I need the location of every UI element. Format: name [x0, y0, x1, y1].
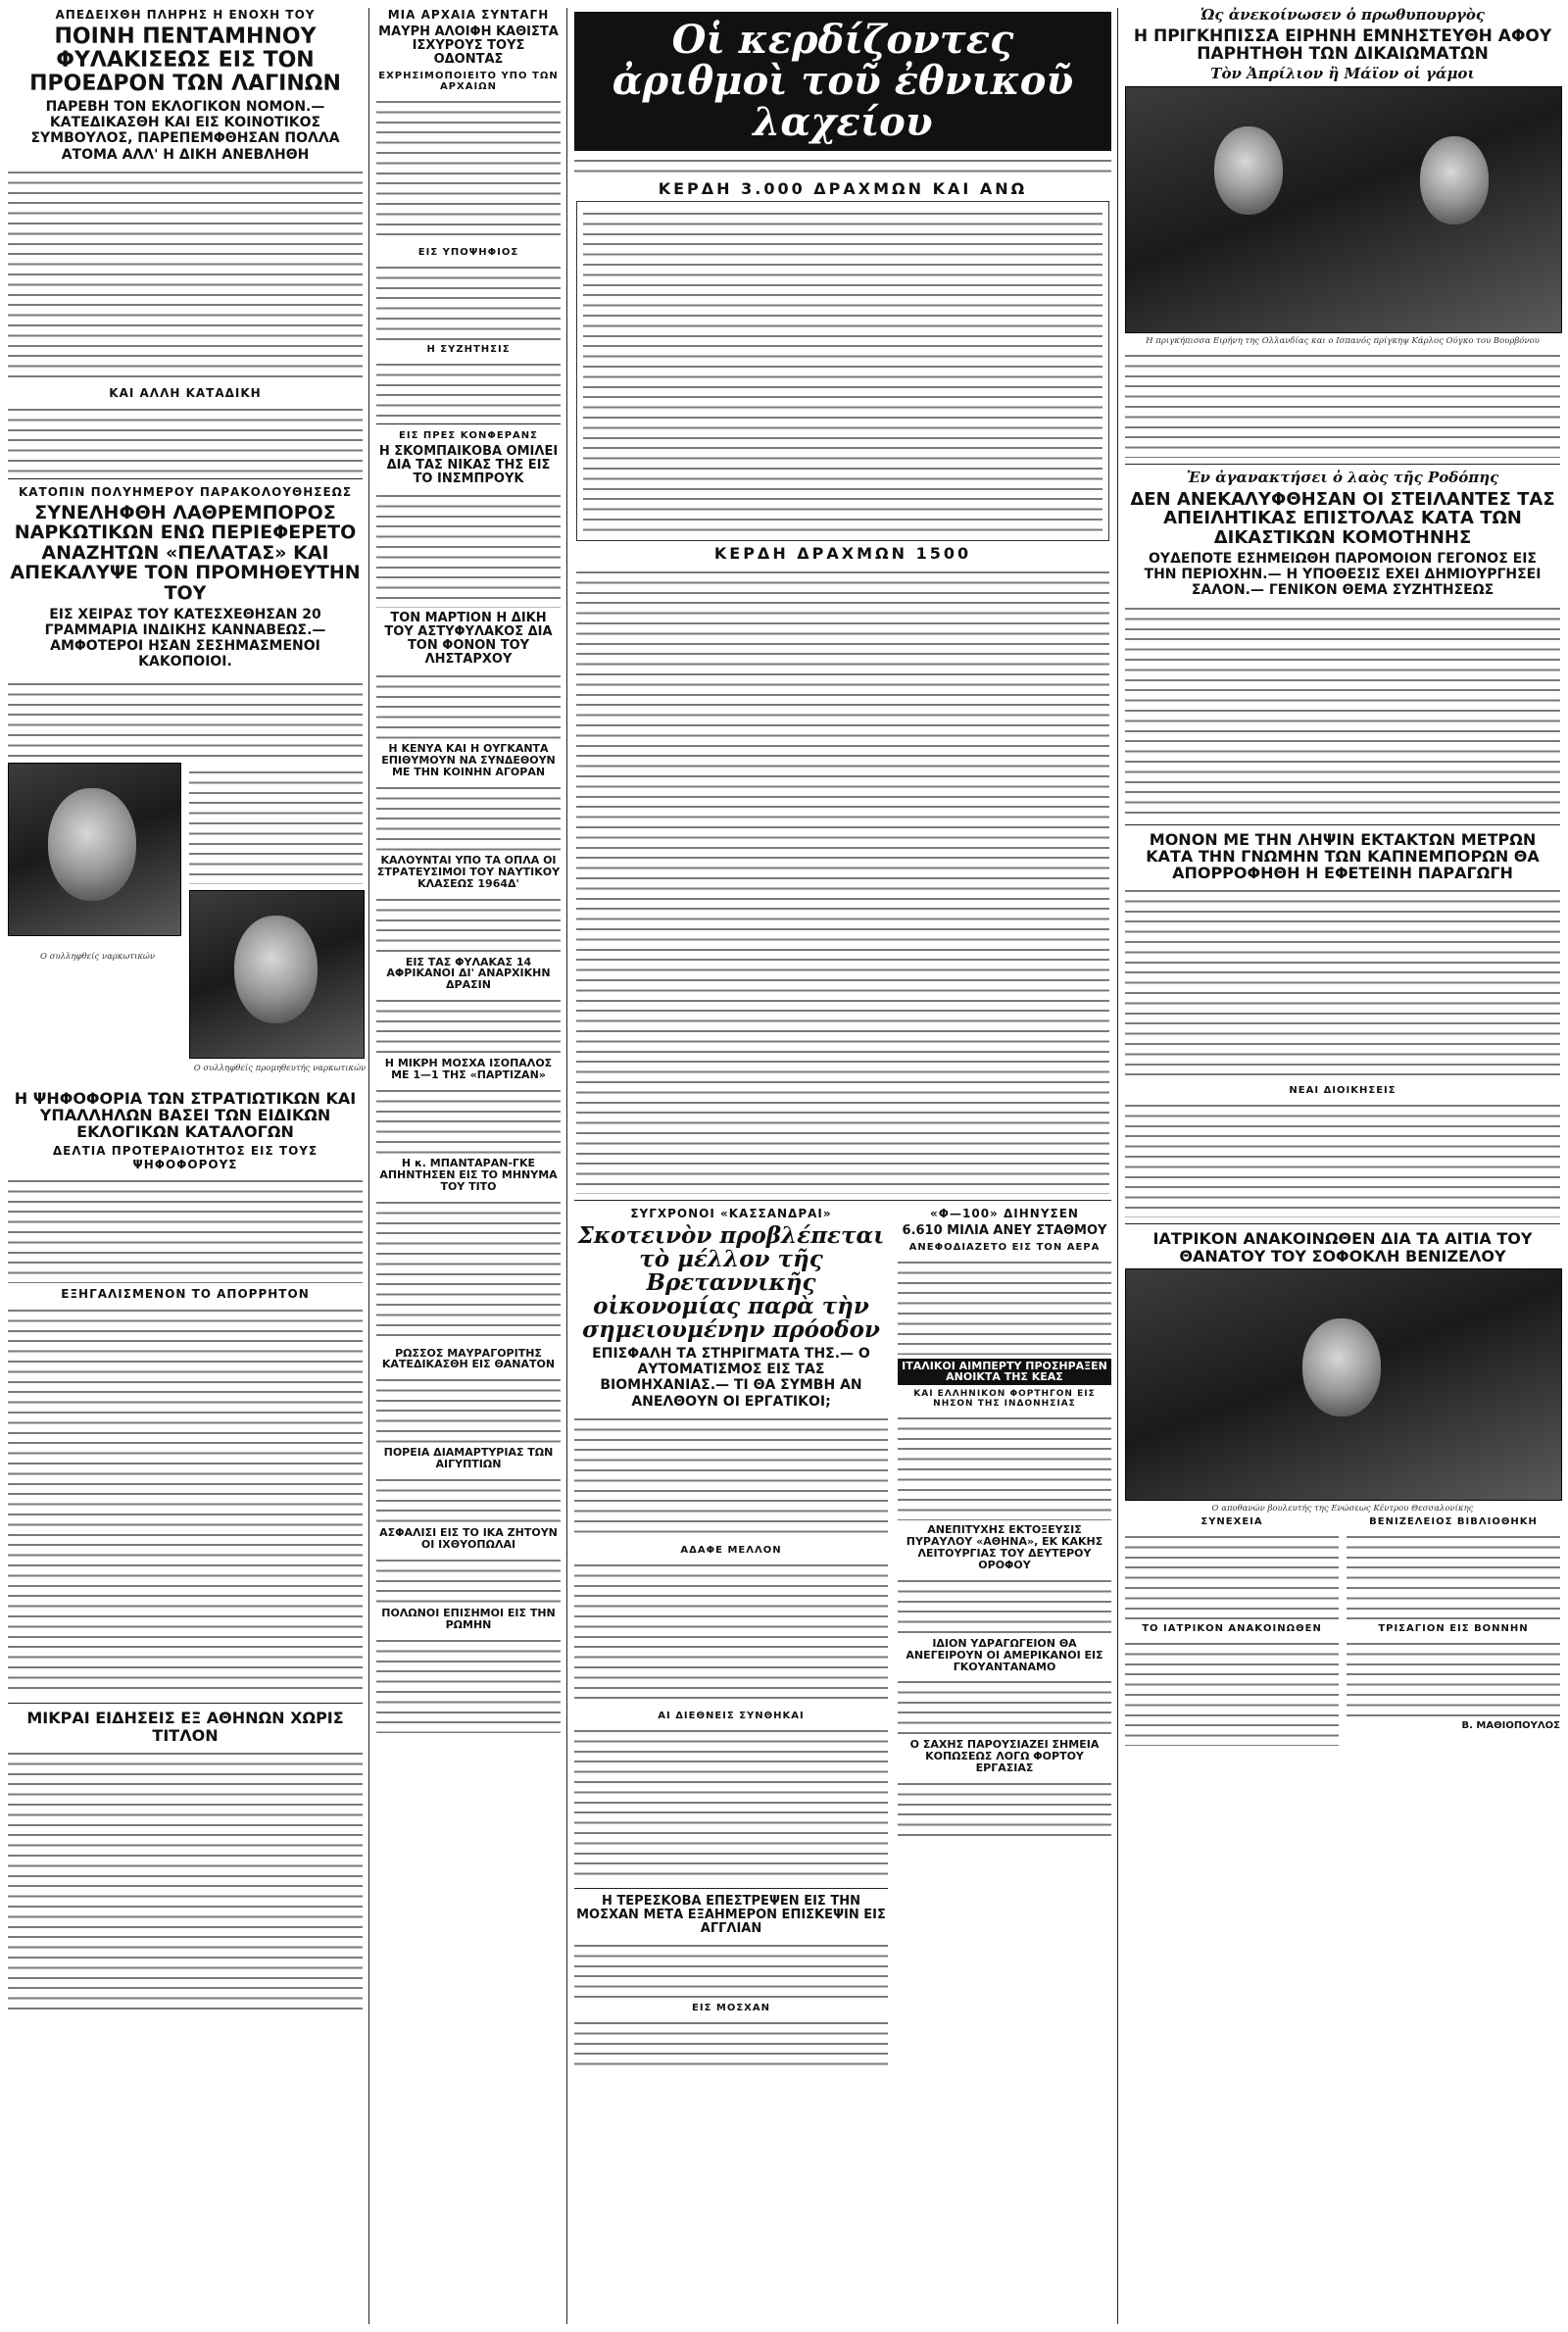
princess-photo [1125, 86, 1562, 333]
headline-tereshkova: Η ΤΕΡΕΣΚΟΒΑ ΕΠΕΣΤΡΕΨΕΝ ΕΙΣ ΤΗΝ ΜΟΣΧΑΝ ΜΕΤΑ ΕΞΑΗΜΕΡΟΝ ΕΠΙΣΚΕΨΙΝ ΕΙΣ ΑΓΓΛΙΑΝ [576, 1893, 886, 1936]
headline-sentence: ΠΟΙΝΗ ΠΕΝΤΑΜΗΝΟΥ ΦΥΛΑΚΙΣΕΩΣ ΕΙΣ ΤΟΝ ΠΡΟΕΔΡΟΝ ΤΩΝ ΛΑΓΙΝΩΝ [29, 25, 341, 96]
body-text [8, 1305, 363, 1697]
subhead: ΑΔΑΦΕ ΜΕΛΛΟΝ [680, 1544, 782, 1556]
subhead: Η ΣΥΖΗΤΗΣΙΣ [426, 344, 511, 356]
lottery-banner [574, 12, 1111, 151]
subhead: ΕΙΣ ΜΟΣΧΑΝ [692, 2002, 770, 2013]
body-text [376, 359, 561, 418]
table-title: ΚΕΡΔΗ ΔΡΑΧΜΩΝ 1500 [713, 544, 972, 564]
column-rule [368, 8, 369, 2324]
body-text [376, 1635, 561, 1733]
body-text [376, 1197, 561, 1344]
subhead: ΚΑΙ ΕΛΛΗΝΙΚΟΝ ΦΟΡΤΗΓΟΝ ΕΙΣ ΝΗΣΟΝ ΤΗΣ ΙΝΔΟΝΗΣΙΑΣ [913, 1389, 1096, 1410]
photo-block [8, 674, 367, 1086]
headline-princess: Η ΠΡΙΓΚΗΠΙΣΣΑ ΕΙΡΗΝΗ ΕΜΝΗΣΤΕΥΘΗ ΑΦΟΥ ΠΑΡΗΤΗΘΗ ΤΩΝ ΔΙΚΑΙΩΜΑΤΩΝ [1133, 25, 1552, 65]
body-text [376, 995, 561, 1054]
body-text [376, 894, 561, 953]
headline-poles-rome: ΠΟΛΩΝΟΙ ΕΠΙΣΗΜΟΙ ΕΙΣ ΤΗΝ ΡΩΜΗΝ [381, 1606, 556, 1631]
body-text [8, 167, 363, 382]
subhead: ΚΑΙ ΑΛΛΗ ΚΑΤΑΔΙΚΗ [109, 385, 262, 400]
divider [376, 423, 561, 424]
column-rule [1117, 8, 1118, 2324]
kicker: ΑΠΕΔΕΙΧΘΗ ΠΛΗΡΗΣ Η ΕΝΟΧΗ ΤΟΥ [55, 8, 316, 22]
headline-football: Η ΜΙΚΡΗ ΜΟΣΧΑ ΙΣΟΠΑΛΟΣ ΜΕ 1—1 ΤΗΣ «ΠΑΡΤΙΖΑΝ» [384, 1057, 553, 1082]
body-text [376, 1474, 561, 1523]
divider [1125, 464, 1560, 465]
deck: ΕΙΣ ΧΕΙΡΑΣ ΤΟΥ ΚΑΤΕΣΧΕΘΗΣΑΝ 20 ΓΡΑΜΜΑΡΙΑ ΙΝΔΙΚΗΣ ΚΑΝΝΑΒΕΩΣ.— ΑΜΦΟΤΕΡΟΙ ΗΣΑΝ ΣΕΣΗΜΑΣΜΕΝΟΙ ΚΑΚΟΠΟΙΟΙ. [44, 607, 326, 670]
body-text [574, 1414, 888, 1541]
body-text [898, 1676, 1111, 1735]
body-text [8, 678, 363, 757]
deck: ΔΕΛΤΙΑ ΠΡΟΤΕΡΑΙΟΤΗΤΟΣ ΕΙΣ ΤΟΥΣ ΨΗΦΟΦΟΡΟΥΣ [52, 1144, 318, 1172]
body-text [189, 767, 363, 884]
lottery-table-3000 [576, 201, 1109, 541]
photo-caption: Ο συλληφθείς ναρκωτικών [39, 951, 156, 962]
portrait-photo [8, 763, 181, 936]
headline-drug-arrest: ΣΥΝΕΛΗΦΘΗ ΛΑΘΡΕΜΠΟΡΟΣ ΝΑΡΚΩΤΙΚΩΝ ΕΝΩ ΠΕΡΙΕΦΕΡΕΤΟ ΑΝΑΖΗΤΩΝ «ΠΕΛΑΤΑΣ» ΚΑΙ ΑΠΕΚΑΛΥΨΕ ΤΟΝ ΠΡΟΜΗΘΕΥΤΗΝ ΤΟΥ [10, 501, 361, 604]
body-text [574, 1725, 888, 1882]
column-4 [1125, 8, 1560, 1750]
body-text [1347, 1531, 1560, 1619]
headline-egyptians: ΠΟΡΕΙΑ ΔΙΑΜΑΡΤΥΡΙΑΣ ΤΩΝ ΑΙΓΥΠΤΙΩΝ [383, 1446, 554, 1471]
body-text [376, 782, 561, 851]
deck: ΕΠΙΣΦΑΛΗ ΤΑ ΣΤΗΡΙΓΜΑΤΑ ΤΗΣ.— Ο ΑΥΤΟΜΑΤΙΣΜΟΣ ΕΙΣ ΤΑΣ ΒΙΟΜΗΧΑΝΙΑΣ.— ΤΙ ΘΑ ΣΥΜΒΗ ΑΝ ΑΝΕΛΘΟΥΝ ΟΙ ΕΡΓΑΤΙΚΟΙ; [592, 1346, 870, 1410]
headline-ointment: ΜΑΥΡΗ ΑΛΟΙΦΗ ΚΑΘΙΣΤΑ ΙΣΧΥΡΟΥΣ ΤΟΥΣ ΟΔΟΝΤΑΣ [378, 25, 559, 68]
britain-story [574, 1207, 888, 2070]
deck: ΟΥΔΕΠΟΤΕ ΕΣΗΜΕΙΩΘΗ ΠΑΡΟΜΟΙΟΝ ΓΕΓΟΝΟΣ ΕΙΣ ΤΗΝ ΠΕΡΙΟΧΗΝ.— Η ΥΠΟΘΕΣΙΣ ΕΧΕΙ ΔΗΜΙΟΥΡΓΗΣΕΙ ΣΑΛΟΝ.— ΓΕΝΙΚΟΝ ΘΕΜΑ ΣΥΖΗΤΗΣΕΩΣ [1144, 551, 1542, 599]
divider [574, 1888, 888, 1889]
body-text [1125, 603, 1560, 819]
subhead: ΒΕΝΙΖΕΛΕΙΟΣ ΒΙΒΛΙΟΘΗΚΗ [1369, 1515, 1538, 1527]
divider [1125, 1223, 1560, 1224]
deck: ΠΑΡΕΒΗ ΤΟΝ ΕΚΛΟΓΙΚΟΝ ΝΟΜΟΝ.— ΚΑΤΕΔΙΚΑΣΘΗ ΚΑΙ ΕΙΣ ΚΟΙΝΟΤΙΚΟΣ ΣΥΜΒΟΥΛΟΣ, ΠΑΡΕΠΕΜΦΘΗΣΑΝ ΠΟΛΛΑ ΑΤΟΜΑ ΑΛΛ' Η ΔΙΚΗ ΑΝΕΒΛΗΘΗ [30, 99, 340, 163]
body-text [8, 404, 363, 472]
divider [574, 1200, 1111, 1201]
body-text [898, 1413, 1111, 1520]
column-rule [566, 8, 567, 2324]
headline-lottery: Οἱ κερδίζοντες ἀριθμοὶ τοῦ ἐθνικοῦ λαχείου [612, 17, 1074, 145]
subhead: ΤΡΙΣΑΓΙΟΝ ΕΙΣ ΒΟΝΝΗΝ [1378, 1622, 1529, 1634]
body-text [898, 1257, 1111, 1355]
kicker: ΜΙΑ ΑΡΧΑΙΑ ΣΥΝΤΑΓΗ [387, 8, 550, 22]
divider [1125, 824, 1560, 825]
subhead: ΣΥΝΕΧΕΙΑ [1200, 1515, 1263, 1527]
subhead: ΑΙ ΔΙΕΘΝΕΙΣ ΣΥΝΘΗΚΑΙ [658, 1710, 805, 1721]
body-text [898, 1575, 1111, 1634]
headline-britain: Σκοτεινὸν προβλέπεται τὸ μέλλον τῆς Βρεταννικῆς οἰκονομίας παρὰ τὴν σημειουμένην πρόοδον [577, 1221, 885, 1344]
photo-caption: Η πριγκήπισσα Ειρήνη της Ολλανδίας και ο Ισπανός πρίγκηψ Κάρλος Ούγκο του Βουρβόνου [1146, 336, 1540, 347]
kicker-script: Ἐν ἀγανακτήσει ὁ λαὸς τῆς Ροδόπης [1186, 469, 1499, 487]
divider [8, 1703, 363, 1704]
body-text [1125, 1531, 1339, 1619]
headline-kenya: Η ΚΕΝΥΑ ΚΑΙ Η ΟΥΓΚΑΝΤΑ ΕΠΙΘΥΜΟΥΝ ΝΑ ΣΥΝΔΕΘΟΥΝ ΜΕ ΤΗΝ ΚΟΙΝΗΝ ΑΓΟΡΑΝ [381, 742, 556, 779]
body-text [376, 96, 561, 243]
deck: ΕΧΡΗΣΙΜΟΠΟΙΕΙΤΟ ΥΠΟ ΤΩΝ ΑΡΧΑΙΩΝ [378, 71, 559, 93]
side-stories [898, 1207, 1111, 2070]
headline-africans: ΕΙΣ ΤΑΣ ΦΥΛΑΚΑΣ 14 ΑΦΡΙΚΑΝΟΙ ΔΙ' ΑΝΑΡΧΙΚΗΝ ΔΡΑΣΙΝ [386, 955, 551, 992]
body-text [1125, 1100, 1560, 1217]
headline-bandaranaike: Η κ. ΜΠΑΝΤΑΡΑΝ-ΓΚΕ ΑΠΗΝΤΗΣΕΝ ΕΙΣ ΤΟ ΜΗΝΥΜΑ ΤΟΥ ΤΙΤΟ [379, 1156, 558, 1193]
photo-caption: Ο αποθανών βουλευτής της Ενώσεως Κέντρου Θεσσαλονίκης [1211, 1503, 1474, 1513]
headline-skiing: Η ΣΚΟΜΠΑΙΚΟΒΑ ΟΜΙΛΕΙ ΔΙΑ ΤΑΣ ΝΙΚΑΣ ΤΗΣ ΕΙΣ ΤΟ ΙΝΣΜΠΡΟΥΚ [378, 444, 559, 487]
subhead: ΕΞΗΓΑΛΙΣΜΕΝΟΝ ΤΟ ΑΠΟΡΡΗΤΟΝ [61, 1287, 310, 1302]
headline-komotini: ΔΕΝ ΑΝΕΚΑΛΥΦΘΗΣΑΝ ΟΙ ΣΤΕΙΛΑΝΤΕΣ ΤΑΣ ΑΠΕΙΛΗΤΙΚΑΣ ΕΠΙΣΤΟΛΑΣ ΚΑΤΑ ΤΩΝ ΔΙΚΑΣΤΙΚΩΝ ΚΟΜΟΤΗΝΗΣ [1130, 488, 1555, 548]
body-text [1125, 350, 1560, 458]
headline-tobacco: ΜΟΝΟΝ ΜΕ ΤΗΝ ΛΗΨΙΝ ΕΚΤΑΚΤΩΝ ΜΕΤΡΩΝ ΚΑΤΑ ΤΗΝ ΓΝΩΜΗΝ ΤΩΝ ΚΑΠΝΕΜΠΟΡΩΝ ΘΑ ΑΠΟΡΡΟΦΗΘΗ Η ΕΦΕΤΕΙΝΗ ΠΑΡΑΓΩΓΗ [1146, 829, 1540, 883]
body-text [376, 490, 561, 608]
headline-rocket: ΑΝΕΠΙΤΥΧΗΣ ΕΚΤΟΞΕΥΣΙΣ ΠΥΡΑΥΛΟΥ «ΑΘΗΝΑ», ΕΚ ΚΑΚΗΣ ΛΕΙΤΟΥΡΓΙΑΣ ΤΟΥ ΔΕΥΤΕΡΟΥ ΟΡΟΦΟΥ [906, 1523, 1103, 1571]
body-text [574, 1560, 888, 1707]
body-text [376, 1555, 561, 1604]
kicker: ΕΙΣ ΠΡΕΣ ΚΟΝΦΕΡΑΝΣ [399, 430, 538, 442]
venizelos-photo [1125, 1268, 1562, 1501]
headline-venizelos: ΙΑΤΡΙΚΟΝ ΑΝΑΚΟΙΝΩΘΕΝ ΔΙΑ ΤΑ ΑΙΤΙΑ ΤΟΥ ΘΑΝΑΤΟΥ ΤΟΥ ΣΟΦΟΚΛΗ ΒΕΝΙΖΕΛΟΥ [1152, 1229, 1533, 1265]
body-text [376, 262, 561, 340]
kicker: ΚΑΤΟΠΙΝ ΠΟΛΥΗΜΕΡΟΥ ΠΑΡΑΚΟΛΟΥΘΗΣΕΩΣ [18, 484, 353, 499]
signature: Β. ΜΑΘΙΟΠΟΥΛΟΣ [1461, 1719, 1560, 1731]
body-text [376, 1374, 561, 1443]
lower-stories [574, 1207, 1111, 2070]
venizelos-story [1125, 1516, 1560, 1750]
body-text [574, 2017, 888, 2066]
headline-voting: Η ΨΗΦΟΦΟΡΙΑ ΤΩΝ ΣΤΡΑΤΙΩΤΙΚΩΝ ΚΑΙ ΥΠΑΛΛΗΛΩΝ ΒΑΣΕΙ ΤΩΝ ΕΙΔΙΚΩΝ ΕΚΛΟΓΙΚΩΝ ΚΑΤΑΛΟΓΩΝ [14, 1088, 357, 1142]
column-3 [574, 8, 1111, 2070]
headline-brief-news: ΜΙΚΡΑΙ ΕΙΔΗΣΕΙΣ ΕΞ ΑΘΗΝΩΝ ΧΩΡΙΣ ΤΙΤΛΟΝ [26, 1709, 344, 1745]
kicker: ΣΥΓΧΡΟΝΟΙ «ΚΑΣΣΑΝΔΡΑΙ» [630, 1206, 832, 1220]
body-text [574, 1940, 888, 1999]
column-2 [376, 8, 561, 1737]
subhead: ΝΕΑΙ ΔΙΟΙΚΗΣΕΙΣ [1289, 1085, 1396, 1097]
body-text [8, 1748, 363, 2012]
headline-f100: 6.610 ΜΙΛΙΑ ΑΝΕΥ ΣΤΑΘΜΟΥ [902, 1222, 1107, 1238]
table-title: ΚΕΡΔΗ 3.000 ΔΡΑΧΜΩΝ ΚΑΙ ΑΝΩ [658, 179, 1028, 198]
headline-black-marketeer: ΡΩΣΣΟΣ ΜΑΥΡΑΓΟΡΙΤΗΣ ΚΑΤΕΔΙΚΑΣΘΗ ΕΙΣ ΘΑΝΑΤΟΝ [381, 1346, 556, 1371]
headline-trial: ΤΟΝ ΜΑΡΤΙΟΝ Η ΔΙΚΗ ΤΟΥ ΑΣΤΥΦΥΛΑΚΟΣ ΔΙΑ ΤΟΝ ΦΟΝΟΝ ΤΟΥ ΛΗΣΤΑΡΧΟΥ [384, 611, 553, 668]
body-text [1125, 1638, 1339, 1746]
body-text [1347, 1638, 1560, 1716]
lottery-table-1500 [576, 567, 1109, 1194]
subhead: ΑΝΕΦΟΔΙΑΖΕΤΟ ΕΙΣ ΤΟΝ ΑΕΡΑ [908, 1241, 1101, 1253]
kicker-script: Ὡς ἀνεκοίνωσεν ὁ πρωθυπουργὸς [1200, 6, 1486, 24]
headline-guantanamo: ΙΔΙΟΝ ΥΔΡΑΓΩΓΕΙΟΝ ΘΑ ΑΝΕΓΕΙΡΟΥΝ ΟΙ ΑΜΕΡΙΚΑΝΟΙ ΕΙΣ ΓΚΟΥΑΝΤΑΝΑΜΟ [906, 1636, 1103, 1673]
body-text [376, 670, 561, 739]
body-text [8, 1175, 363, 1283]
deck-script: Τὸν Ἀπρίλιον ἢ Μάϊον οἱ γάμοι [1210, 65, 1475, 83]
portrait-photo [189, 890, 365, 1059]
body-text [376, 1085, 561, 1154]
photo-caption: Ο συλληφθείς προμηθευτής ναρκωτικών [193, 1063, 367, 1073]
headline-fishmongers: ΑΣΦΑΛΙΣΙ ΕΙΣ ΤΟ ΙΚΑ ΖΗΤΟΥΝ ΟΙ ΙΧΘΥΟΠΩΛΑΙ [379, 1526, 558, 1551]
kicker: «Φ—100» ΔΙΗΝΥΣΕΝ [930, 1206, 1079, 1220]
subhead: ΤΟ ΙΑΤΡΙΚΟΝ ΑΝΑΚΟΙΝΩΘΕΝ [1142, 1622, 1322, 1634]
body-text [574, 155, 1111, 176]
column-1 [8, 8, 367, 2016]
subhead: ΕΙΣ ΥΠΟΨΗΦΙΟΣ [417, 247, 519, 259]
body-text [898, 1778, 1111, 1837]
body-text [1125, 885, 1560, 1081]
headline-navy: ΚΑΛΟΥΝΤΑΙ ΥΠΟ ΤΑ ΟΠΛΑ ΟΙ ΣΤΡΑΤΕΥΣΙΜΟΙ ΤΟΥ ΝΑΥΤΙΚΟΥ ΚΛΑΣΕΩΣ 1964Δ' [376, 853, 561, 890]
headline-kea: ΙΤΑΛΙΚΟΙ ΑΙΜΠΕΡΤΥ ΠΡΟΣΗΡΑΞΕΝ ΑΝΟΙΚΤΑ ΤΗΣ ΚΕΑΣ [898, 1359, 1111, 1386]
headline-shah: Ο ΣΑΧΗΣ ΠΑΡΟΥΣΙΑΖΕΙ ΣΗΜΕΙΑ ΚΟΠΩΣΕΩΣ ΛΟΓΩ ΦΟΡΤΟΥ ΕΡΓΑΣΙΑΣ [909, 1738, 1100, 1775]
divider [8, 478, 363, 479]
